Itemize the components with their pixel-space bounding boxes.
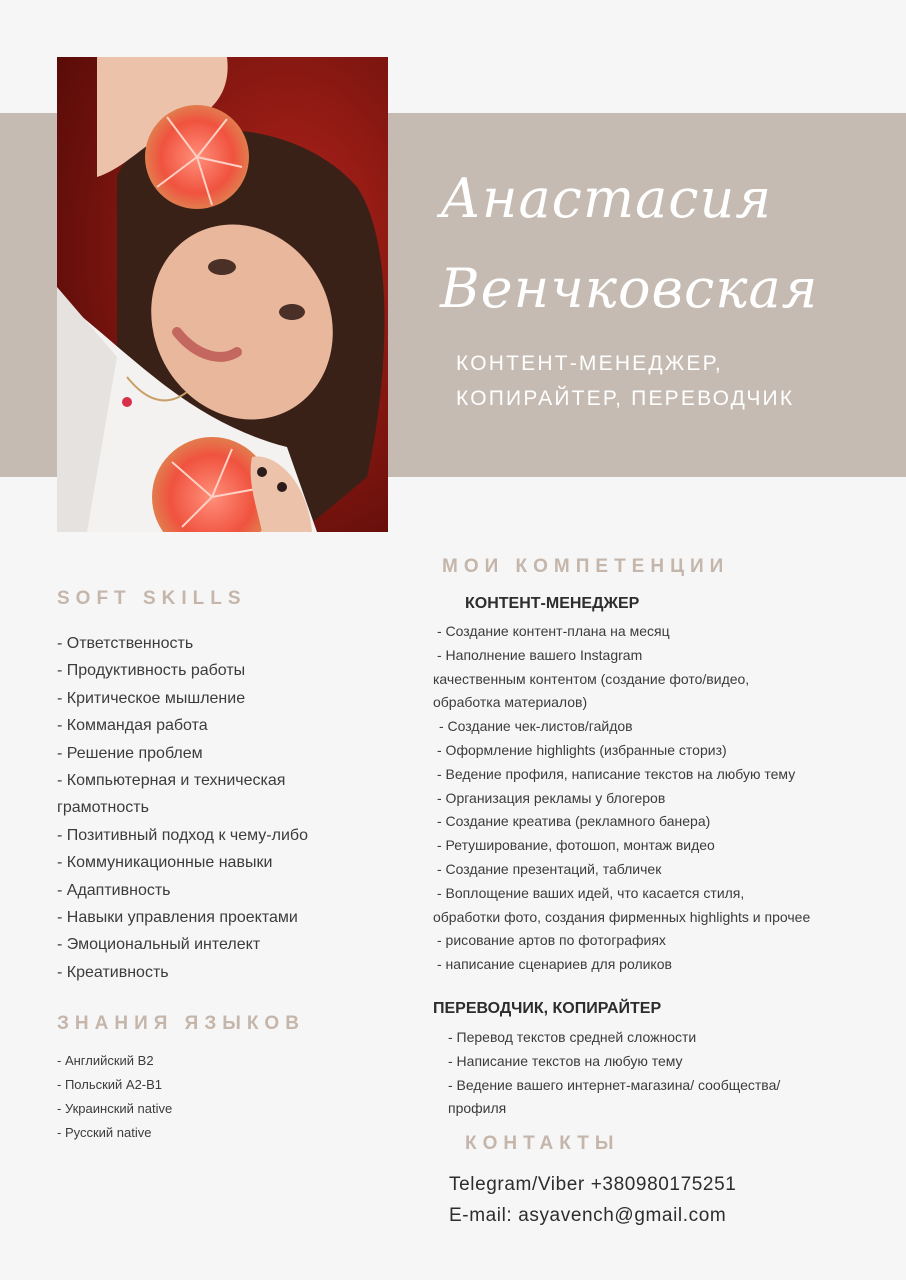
content-manager-list: [433, 620, 853, 977]
list-item: - Написание текстов на любую тему: [448, 1052, 683, 1069]
list-item: - Навыки управления проектами: [57, 909, 298, 927]
list-item: - Английский B2: [57, 1053, 154, 1068]
list-item: - рисование артов по фотографиях: [437, 932, 666, 949]
list-item: - Ответственность: [57, 635, 194, 652]
list-item: - Создание чек-листов/гайдов: [439, 718, 633, 735]
content-manager-title: КОНТЕНТ-МЕНЕДЖЕР: [465, 595, 640, 612]
list-item: - Оформление highlights (избранные сториз): [437, 741, 727, 758]
profile-photo: [57, 57, 388, 532]
list-item: - Креативность: [57, 963, 169, 981]
soft-skills-list: [57, 630, 357, 986]
list-item: - Адаптивность: [57, 881, 171, 899]
list-item: - Ведение вашего интернет-магазина/ сообщества/: [448, 1076, 781, 1093]
list-item: - Решение проблем: [57, 744, 203, 762]
list-item: - Создание контент-плана на месяц: [437, 623, 670, 639]
list-item: - Украинский native: [57, 1101, 173, 1116]
list-item: - Коммандая работа: [57, 717, 208, 735]
list-item: - Ведение профиля, написание текстов на любую тему: [437, 765, 796, 782]
languages-list: [57, 1049, 357, 1145]
list-item: - Русский native: [57, 1125, 152, 1140]
list-item: - Позитивный подход к чему-либо: [57, 826, 308, 844]
list-item: - Создание креатива (рекламного банера): [437, 813, 711, 830]
languages-title: ЗНАНИЯ ЯЗЫКОВ: [57, 1013, 305, 1034]
list-item: - Критическое мышление: [57, 689, 246, 707]
list-item: - Воплощение ваших идей, что касается стиля,: [437, 884, 745, 901]
list-item: обработка материалов): [433, 694, 588, 711]
translator-list: [448, 1026, 868, 1121]
competencies-title: МОИ КОМПЕТЕНЦИИ: [442, 556, 730, 577]
list-item: профиля: [448, 1100, 507, 1117]
list-item: - Коммуникационные навыки: [57, 854, 273, 872]
list-item: - Ретуширование, фотошоп, монтаж видео: [437, 837, 715, 854]
phone-contact: Telegram/Viber +380980175251: [449, 1174, 737, 1195]
list-item: - Компьютерная и техническая: [57, 772, 286, 790]
list-item: - Наполнение вашего Instagram: [437, 646, 643, 663]
translator-title: ПЕРЕВОДЧИК, КОПИРАЙТЕР: [433, 1000, 662, 1017]
contacts-title: КОНТАКТЫ: [465, 1133, 620, 1154]
list-item: - написание сценариев для роликов: [437, 956, 672, 973]
list-item: - Эмоциональный интелект: [57, 936, 261, 954]
list-item: качественным контентом (создание фото/видео,: [433, 670, 750, 687]
list-item: грамотность: [57, 799, 149, 817]
list-item: - Перевод текстов средней сложности: [448, 1029, 697, 1045]
list-item: - Создание презентаций, табличек: [437, 860, 662, 877]
last-name: Венчковская: [440, 257, 819, 320]
list-item: - Польский A2-B1: [57, 1077, 163, 1092]
email-contact: E-mail: asyavench@gmail.com: [449, 1205, 727, 1226]
first-name: Анастасия: [440, 167, 773, 230]
job-title-line-2: КОПИРАЙТЕР, ПЕРЕВОДЧИК: [456, 387, 795, 410]
soft-skills-title: SOFT SKILLS: [57, 588, 247, 609]
list-item: - Продуктивность работы: [57, 662, 246, 680]
list-item: обработки фото, создания фирменных highlights и прочее: [433, 908, 811, 925]
job-title-line-1: КОНТЕНТ-МЕНЕДЖЕР,: [456, 352, 723, 375]
list-item: - Организация рекламы у блогеров: [437, 789, 666, 806]
